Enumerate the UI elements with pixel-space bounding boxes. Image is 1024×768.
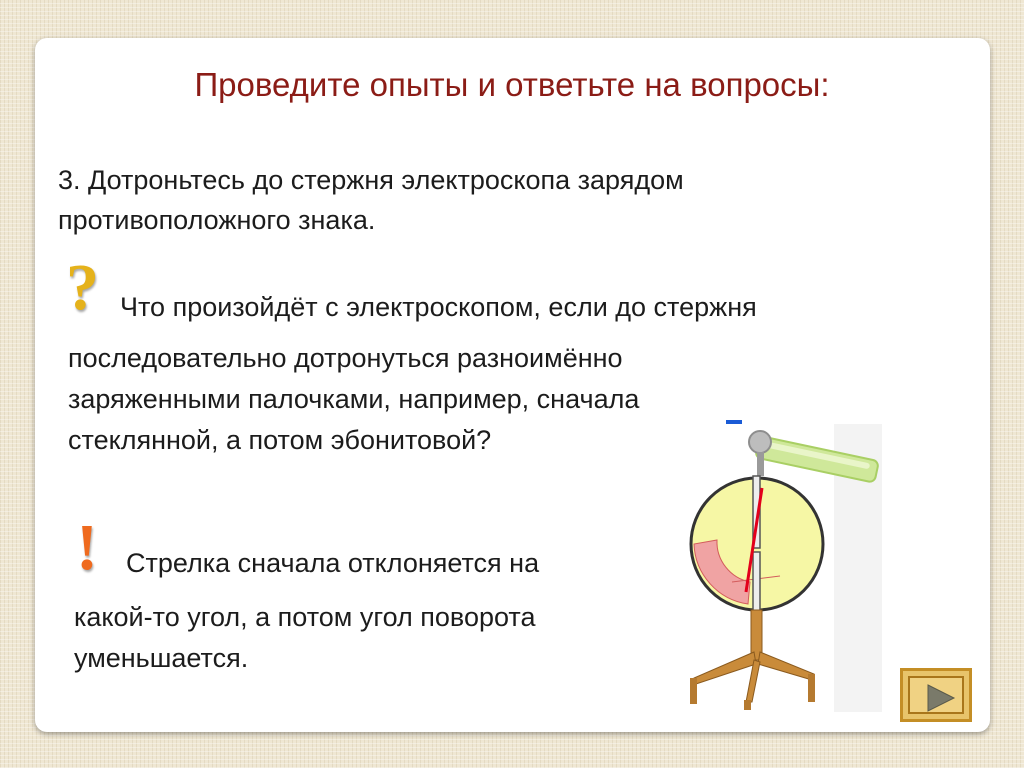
answer-line-3: уменьшается. (74, 643, 249, 673)
question-line-2: последовательно дотронуться разноимённо (68, 343, 623, 373)
next-button-face (908, 676, 964, 714)
electroscope-illustration (686, 416, 882, 712)
play-triangle-icon (910, 678, 968, 718)
slide-title: Проведите опыты и ответьте на вопросы: (194, 66, 830, 103)
task-line-2: противоположного знака. (58, 205, 376, 235)
next-slide-button[interactable] (900, 668, 972, 722)
task-line-1: 3. Дотроньтесь до стержня электроскопа зарядом (58, 165, 684, 195)
question-mark-icon: ? (66, 251, 99, 324)
question-line-4: стеклянной, а потом эбонитовой? (68, 425, 492, 455)
minus-sign-icon (726, 420, 742, 424)
question-line-1: Что произойдёт с электроскопом, если до стержня (120, 292, 757, 322)
question-line-3: заряженными палочками, например, сначала (68, 384, 640, 414)
answer-line-2: какой-то угол, а потом угол поворота (74, 602, 536, 632)
exclamation-mark-icon: ! (76, 511, 98, 584)
answer-line-1: Стрелка сначала отклоняется на (126, 548, 540, 578)
